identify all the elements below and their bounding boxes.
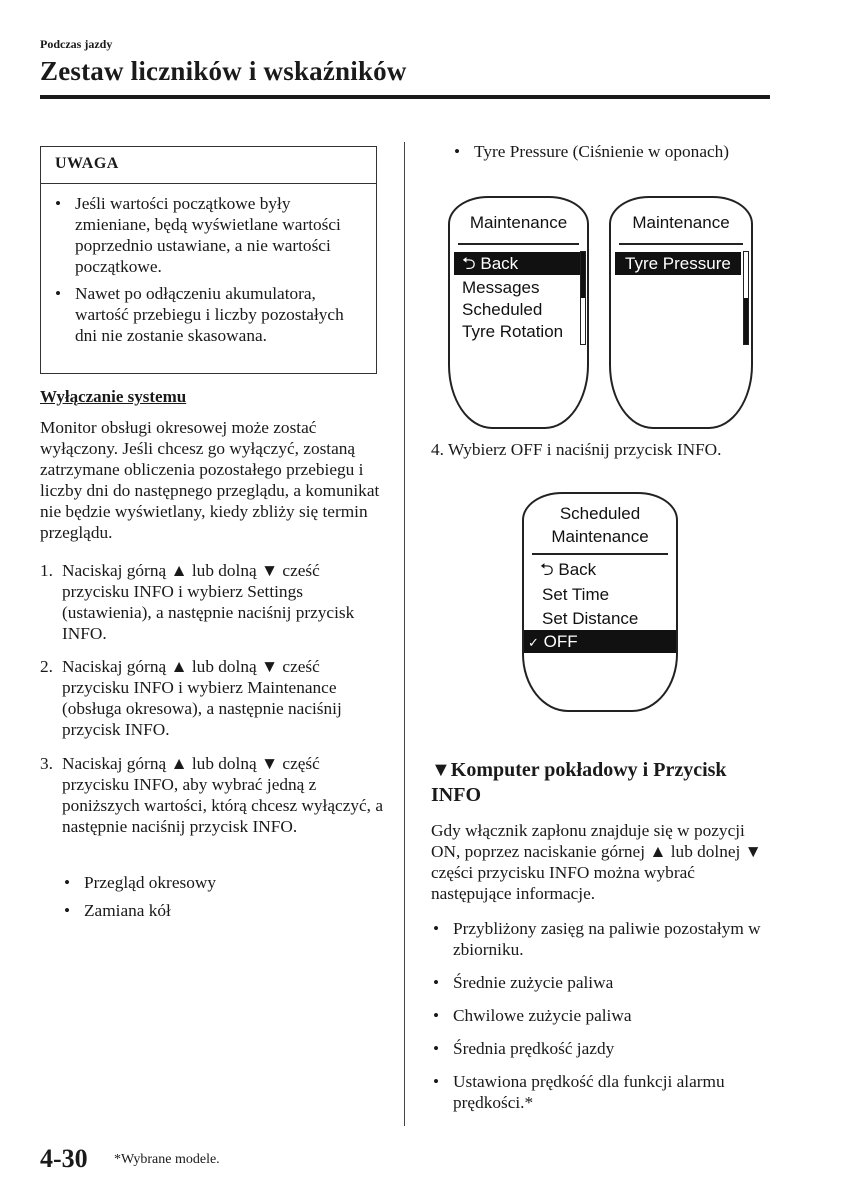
sub-bullet-list: [62, 872, 362, 921]
step-item: [40, 753, 385, 837]
step-item: [40, 560, 385, 644]
note-list: [41, 193, 370, 352]
screen-title-rule: [532, 553, 668, 555]
sub-bullet-item: • Przegląd okresowy: [62, 872, 362, 893]
display-screen-tyre-pressure: [609, 196, 753, 429]
display-screen-scheduled-maintenance: [522, 492, 678, 712]
note-heading: UWAGA: [55, 155, 119, 172]
screen-title: Maintenance: [632, 213, 730, 232]
page-title: Zestaw liczników i wskaźników: [40, 56, 407, 86]
info-bullet-item: • Średnie zużycie paliwa: [431, 972, 771, 993]
display-screen-maintenance-menu: [448, 196, 589, 429]
steps-list-3: [40, 753, 385, 837]
section-heading-trip-computer: ▼Komputer pokładowy i Przycisk INFO: [431, 759, 727, 806]
note-item: • Jeśli wartości początkowe były zmieniane, będą wyświetlane wartości poprzednio ustawiane, a nie wartości początkowe.: [41, 193, 370, 277]
page-number: 4-30: [40, 1144, 88, 1173]
footer-note: *Wybrane modele.: [114, 1152, 220, 1167]
scrollbar[interactable]: [580, 251, 586, 345]
title-rule: [40, 95, 770, 99]
menu-item-label: Back: [558, 560, 597, 579]
screen-title-rule: [619, 243, 743, 245]
menu-item-back[interactable]: [454, 252, 580, 275]
intro-paragraph: Monitor obsługi okresowej może zostać wyłączony. Jeśli chcesz go wyłączyć, zostaną zatrzymane obliczenia pozostałego przebiegu i liczby dni do następnego przeglądu, a komunikat nie będzie wyświetlany, kiedy zbliży się termin przeglądu.: [40, 418, 380, 542]
tyre-pressure-bullet: • Tyre Pressure (Ciśnienie w oponach): [452, 141, 782, 162]
step-text: Naciskaj górną ▲ lub dolną ▼ cześć przycisku INFO i wybierz Settings (ustawienia), a następnie naciśnij przycisk INFO.: [62, 561, 355, 643]
note-box: [40, 146, 377, 374]
step-item: [40, 656, 385, 740]
step-number: 3.: [40, 754, 53, 773]
steps-list-1: [40, 560, 385, 644]
column-divider: [404, 142, 405, 1126]
scrollbar-thumb[interactable]: [581, 252, 585, 298]
screen-title: Maintenance: [469, 213, 568, 232]
section-label: Podczas jazdy: [40, 37, 113, 51]
step-number: 4.: [431, 440, 444, 459]
sub-bullet-item: • Zamiana kół: [62, 900, 362, 921]
menu-item-label: OFF: [543, 632, 578, 651]
screen-title-line-2: Maintenance: [551, 527, 649, 546]
menu-item-messages[interactable]: Messages: [462, 278, 540, 297]
back-arrow-icon: ⮌: [540, 560, 554, 579]
menu-item-back[interactable]: [540, 558, 596, 581]
menu-item-set-time[interactable]: Set Time: [542, 585, 610, 604]
step-text: Wybierz OFF i naciśnij przycisk INFO.: [447, 440, 722, 459]
info-bullet-item: • Chwilowe zużycie paliwa: [431, 1005, 771, 1026]
step-text: Naciskaj górną ▲ lub dolną ▼ część przycisku INFO, aby wybrać jedną z poniższych wartości, którą chcesz wyłączyć, a następnie naciśnij przycisk INFO.: [62, 754, 383, 836]
menu-item-tyre-pressure[interactable]: Tyre Pressure: [615, 252, 741, 275]
scrollbar[interactable]: [743, 251, 749, 345]
info-bullet-item: • Średnia prędkość jazdy: [431, 1038, 771, 1059]
screen-title-line-1: Scheduled: [559, 504, 641, 523]
note-header: [41, 147, 376, 184]
menu-item-set-distance[interactable]: Set Distance: [542, 609, 639, 628]
step-number: 2.: [40, 657, 53, 676]
info-bullet-item: • Przybliżony zasięg na paliwie pozostałym w zbiorniku.: [431, 918, 771, 960]
back-arrow-icon: ⮌: [462, 254, 476, 273]
menu-item-scheduled[interactable]: Scheduled: [462, 300, 543, 319]
note-item: • Nawet po odłączeniu akumulatora, wartość przebiegu i liczby pozostałych dni nie zostanie skasowana.: [41, 283, 370, 346]
menu-item-off[interactable]: [524, 630, 676, 653]
screen-title-rule: [458, 243, 579, 245]
step-4: [431, 439, 721, 460]
info-bullet-item: • Ustawiona prędkość dla funkcji alarmu prędkości.*: [431, 1071, 771, 1113]
scrollbar-thumb[interactable]: [744, 298, 748, 344]
steps-list-2: [40, 656, 385, 740]
subheading-disable-system: Wyłączanie systemu: [40, 387, 187, 406]
checkmark-icon: ✓: [528, 635, 539, 650]
trip-computer-paragraph: Gdy włącznik zapłonu znajduje się w pozycji ON, poprzez naciskanie górnej ▲ lub dolnej ▼ części przycisku INFO można wybrać następujące informacje.: [431, 821, 762, 903]
menu-item-label: Back: [480, 254, 519, 273]
menu-item-tyre-rotation[interactable]: Tyre Rotation: [462, 322, 564, 341]
info-bullet-list: [431, 918, 771, 1113]
step-number: 1.: [40, 561, 53, 580]
tyre-pressure-bullet-list: [452, 141, 782, 162]
step-text: Naciskaj górną ▲ lub dolną ▼ cześć przycisku INFO i wybierz Maintenance (obsługa okresowa), a następnie naciśnij przycisk INFO.: [62, 657, 342, 739]
